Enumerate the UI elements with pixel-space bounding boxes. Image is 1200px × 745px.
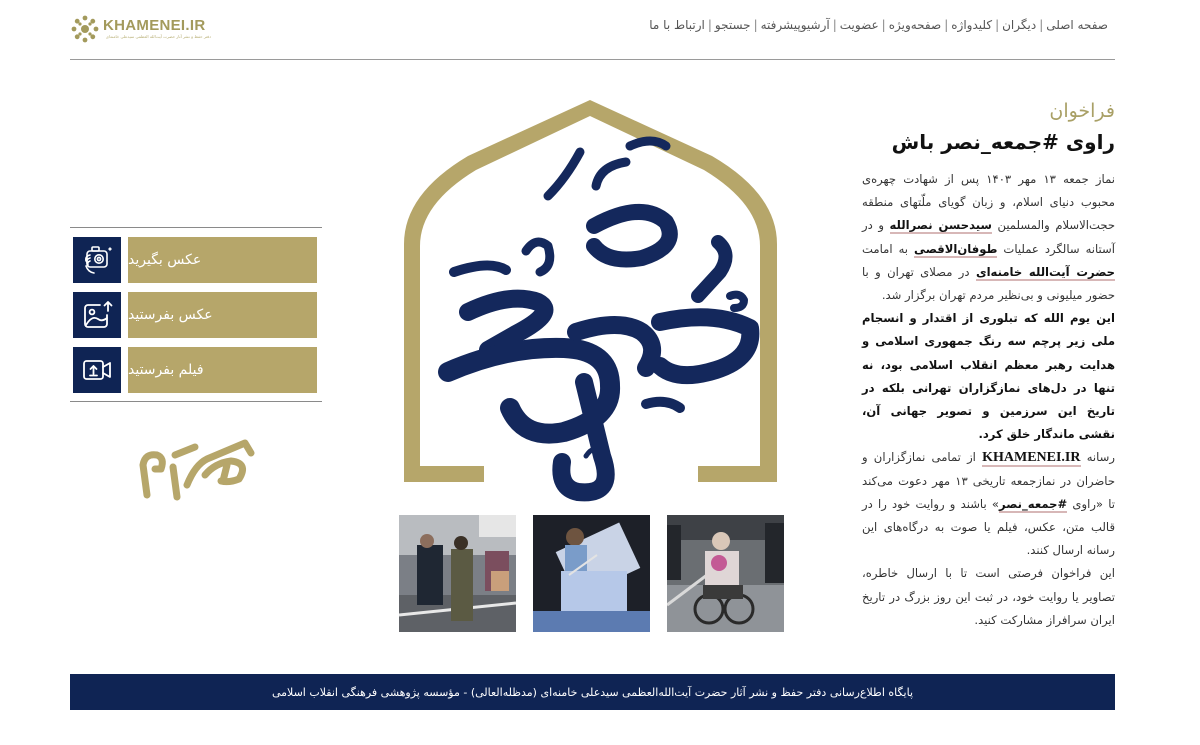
- photo-thumbnail[interactable]: [399, 515, 516, 632]
- photo-strip: [399, 515, 784, 632]
- nav-advanced-archive[interactable]: آرشیو‌پیشرفته: [760, 18, 830, 32]
- nav-keywords[interactable]: کلیدواژه: [951, 18, 993, 32]
- site-header: [70, 0, 1115, 60]
- take-photo-label: عکس بگیرید: [128, 237, 317, 283]
- text: به امامت: [862, 241, 915, 256]
- link-nasrallah[interactable]: سیدحسن نصرالله: [889, 218, 992, 233]
- photo-thumbnail[interactable]: [533, 515, 650, 632]
- jomeh-nasr-poster: [398, 96, 783, 504]
- top-nav: [646, 18, 1111, 32]
- paragraph: [862, 168, 1115, 307]
- bold-paragraph: این یوم الله که تبلوری از اقتدار و انسجام ملی زیر پرچم سه رنگ جمهوری اسلامی و هدایت رهبر معظم انقلاب اسلامی بود، نه تنها در دل‌های نمازگزاران تهرانی بلکه در تاریخ این سرزمین و تصویر جهانی آن، نقشی ماندگار خلق کرد.: [862, 311, 1115, 442]
- nav-separator: |: [995, 18, 1000, 32]
- send-photo-label: عکس بفرستید: [128, 292, 317, 338]
- nav-separator: |: [753, 18, 758, 32]
- article-kicker: فراخوان: [1049, 100, 1115, 122]
- take-photo-button[interactable]: [73, 237, 322, 283]
- article-body: [862, 168, 1115, 632]
- nav-others[interactable]: دیگران: [1002, 18, 1037, 32]
- link-al-aqsa-flood[interactable]: طوفان‌الاقصی: [914, 241, 998, 256]
- nav-separator: |: [944, 18, 949, 32]
- nav-separator: |: [707, 18, 712, 32]
- paragraph: این فراخوان فرصتی است تا با ارسال خاطره، تصاویر یا روایت خود، در ثبت این روز بزرگ در تاریخ ایران سرافراز مشارکت کنید.: [862, 566, 1115, 627]
- nav-search[interactable]: جستجو: [714, 18, 751, 32]
- article-title: راوی #جمعه_نصر باش: [891, 130, 1115, 154]
- link-ayatollah-khamenei[interactable]: حضرت آیت‌الله خامنه‌ای: [975, 264, 1115, 279]
- video-upload-icon: [73, 347, 121, 393]
- footer-text: پایگاه اطلاع‌رسانی دفتر حفظ و نشر آثار حضرت آیت‌الله‌العظمی سیدعلی خامنه‌ای (مدظله‌العالی) - مؤسسه پژوهشی فرهنگی انقلاب اسلامی: [271, 685, 914, 699]
- nav-separator: |: [881, 18, 886, 32]
- send-video-label: فیلم بفرستید: [128, 347, 317, 393]
- send-photo-button[interactable]: [73, 292, 322, 338]
- action-sidebar: [70, 227, 322, 402]
- nav-separator: |: [832, 18, 837, 32]
- text: و در آستانه سالگرد عملیات: [862, 218, 1115, 256]
- article: [862, 100, 1115, 632]
- nav-home[interactable]: صفحه اصلی: [1046, 18, 1108, 32]
- divider: [70, 401, 322, 402]
- logo-subtitle: دفتر حفظ و نشر آثار حضرت آیت‌الله العظمی سیدعلی خامنه‌ای: [105, 34, 211, 39]
- text: از تمامی نمازگزاران و حاضران در نمازجمعه تاریخی ۱۳ مهر دعوت می‌کند تا «راوی: [862, 450, 1116, 511]
- text: رسانه: [1080, 450, 1115, 465]
- paragraph: [862, 446, 1115, 562]
- photo-thumbnail[interactable]: [667, 515, 784, 632]
- site-logo[interactable]: [70, 14, 211, 44]
- text: در مصلای تهران و با حضور میلیونی و بی‌نظیر مردم تهران برگزار شد.: [862, 264, 1115, 303]
- nav-special-page[interactable]: صفحه‌ویژه: [888, 18, 942, 32]
- image-upload-icon: [73, 292, 121, 338]
- send-video-button[interactable]: [73, 347, 322, 393]
- logo-text: KHAMENEI.IR: [103, 17, 206, 34]
- hamgam-logo[interactable]: [135, 425, 260, 505]
- nav-membership[interactable]: عضویت: [839, 18, 879, 32]
- text: » باشند و روایت خود را در قالب متن، عکس، فیلم یا صوت به درگاه‌های این رسانه ارسال کنند.: [862, 496, 1115, 558]
- link-khamenei-ir[interactable]: KHAMENEI.IR: [982, 450, 1081, 466]
- camera-hand-icon: [73, 237, 121, 283]
- site-footer: [70, 674, 1115, 710]
- nav-contact[interactable]: ارتباط با ما: [649, 18, 705, 32]
- sunburst-logo-icon: [70, 14, 100, 44]
- text: نماز جمعه ۱۳ مهر ۱۴۰۳ پس از شهادت چهره‌ی محبوب دنیای اسلام، و زبان گویای ملّتهای منطقه حجت‌الاسلام والمسلمین: [862, 172, 1115, 233]
- paragraph: [862, 307, 1115, 446]
- link-hashtag[interactable]: #جمعه_نصر: [999, 496, 1068, 511]
- nav-separator: |: [1039, 18, 1044, 32]
